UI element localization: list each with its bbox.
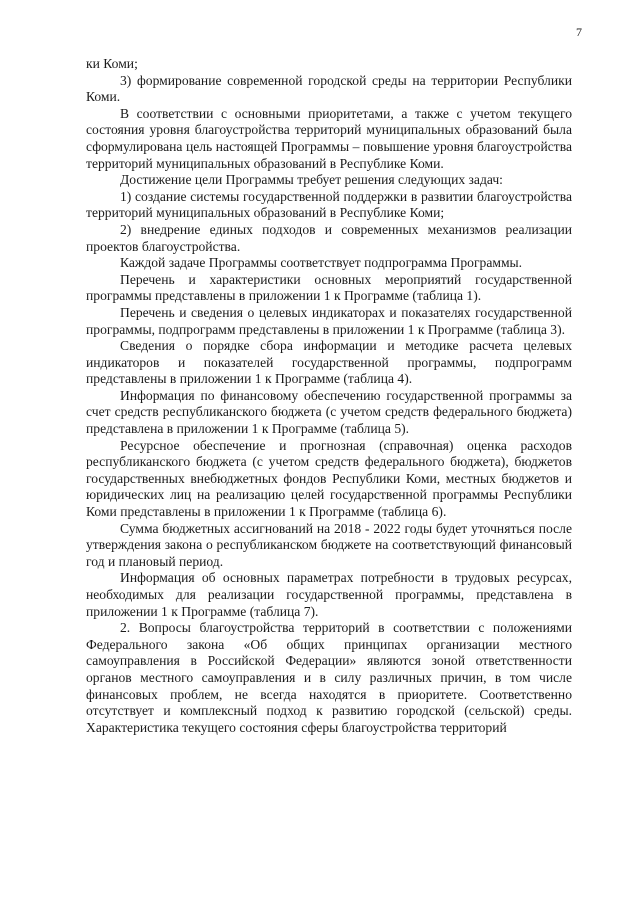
paragraph: Информация по финансовому обеспечению государственной программы за счет средств республиканского бюджета (с учетом средств федерального бюджета) представлена в приложении 1 к Программе (таблица 5). <box>86 387 572 437</box>
paragraph: Перечень и характеристики основных мероприятий государственной программы представлены в приложении 1 к Программе (таблица 1). <box>86 271 572 304</box>
paragraph: Ресурсное обеспечение и прогнозная (справочная) оценка расходов республиканского бюджета (с учетом средств федерального бюджета), бюджетов государственных внебюджетных фондов Республики Коми, местных бюджетов и юридических лиц на реализацию целей государственной программы Республики Коми представлены в приложении 1 к Программе (таблица 6). <box>86 437 572 520</box>
paragraph: Сведения о порядке сбора информации и методике расчета целевых индикаторов и показателей государственной программы, подпрограмм представлены в приложении 1 к Программе (таблица 4). <box>86 338 572 387</box>
paragraph: 1) создание системы государственной поддержки в развитии благоустройства территорий муниципальных образований в Республике Коми; <box>86 188 572 221</box>
paragraph: В соответствии с основными приоритетами, а также с учетом текущего состояния уровня благоустройства территорий муниципальных образований была сформулирована цель настоящей Программы – повышение уровня благоустройства территорий муниципальных образований в Республике Коми. <box>86 105 572 171</box>
paragraph: 3) формирование современной городской среды на территории Республики Коми. <box>86 72 572 105</box>
paragraph: Перечень и сведения о целевых индикаторах и показателях государственной программы, подпрограмм представлены в приложении 1 к Программе (таблица 3). <box>86 304 572 337</box>
paragraph: 2) внедрение единых подходов и современных механизмов реализации проектов благоустройства. <box>86 221 572 254</box>
paragraph: Каждой задаче Программы соответствует подпрограмма Программы. <box>120 255 523 271</box>
paragraph: Информация об основных параметрах потребности в трудовых ресурсах, необходимых для реализации государственной программы, представлена в приложении 1 к Программе (таблица 7). <box>86 570 572 619</box>
paragraph: ки Коми; <box>86 56 138 71</box>
paragraph: Сумма бюджетных ассигнований на 2018 - 2022 годы будет уточняться после утверждения закона о республиканском бюджете на соответствующий финансовый год и плановый период. <box>86 520 572 569</box>
paragraph: Достижение цели Программы требует решения следующих задач: <box>120 172 503 188</box>
page-number: 7 <box>576 25 582 39</box>
text-body <box>86 56 572 736</box>
paragraph: 2. Вопросы благоустройства территорий в соответствии с положениями Федерального закона «Об общих принципах организации местного самоуправления в Российской Федерации» являются зоной ответственности органов местного самоуправления и в силу различных причин, в том числе финансовых проблем, не всегда находятся в приоритете. Соответственно отсутствует и комплексный подход к развитию городской (сельской) среды. Характеристика текущего состояния сферы благоустройства территорий <box>86 620 572 735</box>
